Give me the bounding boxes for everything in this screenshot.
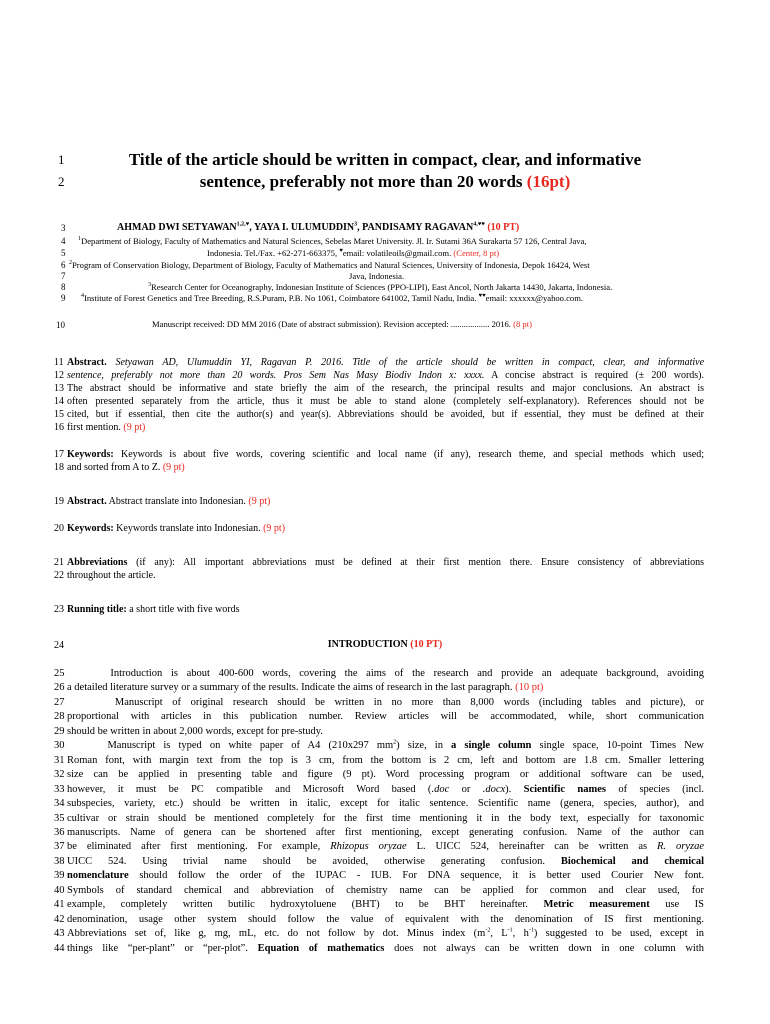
- line-number: 40: [54, 885, 65, 896]
- aff1-text: Department of Biology, Faculty of Mathematics and Natural Sciences, Sebelas Maret University. Jl. Ir. Sutami 36A Surakarta 57 126, Central Java,: [81, 236, 587, 246]
- abstract-line-1: [67, 356, 704, 369]
- body-note: (10 pt): [515, 682, 544, 693]
- body-text-line: cultivar or strain should be mentioned completely for the first time mentioning it in the body text, especially for taxonomic: [67, 813, 704, 824]
- abbreviations-label: Abbreviations: [67, 557, 128, 568]
- line-number: 21: [54, 557, 64, 568]
- line-number: 1: [58, 152, 65, 167]
- line-number: 39: [54, 870, 65, 881]
- section-heading-introduction: [0, 639, 770, 650]
- line-number: 20: [54, 523, 64, 534]
- line-number: 42: [54, 914, 65, 925]
- body-text-line: example, completely written butilic hydroxytoluene (BHT) to be BHT hereinafter. Metric measurement use IS: [67, 899, 705, 910]
- authors-size-note: (10 PT): [487, 222, 520, 233]
- line-number: 12: [54, 370, 64, 381]
- abstract-id-text: Abstract translate into Indonesian.: [106, 496, 246, 507]
- line-number: 32: [54, 769, 65, 780]
- line-number: 29: [54, 726, 65, 737]
- line-number: 3: [61, 223, 66, 233]
- line-number: 33: [54, 784, 65, 795]
- line-number: 7: [61, 271, 66, 281]
- line-number: 37: [54, 841, 65, 852]
- line-number: 44: [54, 943, 65, 954]
- line-number: 15: [54, 409, 64, 420]
- aff2-sup: 2: [69, 260, 72, 267]
- line-number: 18: [54, 462, 64, 473]
- keywords-id-label: Keywords:: [67, 523, 114, 534]
- aff4-text: Institute of Forest Genetics and Tree Breeding, R.S.Puram, P.B. No 1061, Coimbatore 641002, Tamil Nadu, India.: [84, 293, 479, 303]
- abstract-id-note: (9 pt): [248, 496, 271, 507]
- abbreviations-text: (if any): All important abbreviations must be defined at their first mention there. Ensure consistency of abbreviations: [127, 557, 704, 568]
- body-text-line: size can be applied in presenting table and figure (9 pt). Word processing program or additional software can be used,: [67, 769, 704, 780]
- affiliation-2-line-1: [69, 260, 590, 271]
- aff2-text: Program of Conservation Biology, Department of Biology, Faculty of Mathematics and Natural Sciences, University of Indonesia, Depok 16424, West: [72, 260, 590, 270]
- body-text-line: Manuscript of original research should be written in no more than 8,000 words (including tables and picture), or: [67, 697, 704, 708]
- author-3: , PANDISAMY RAGAVAN: [357, 222, 474, 233]
- title-text: sentence, preferably not more than 20 words: [199, 172, 523, 191]
- body-text-line: things like “per-plant” or “per-plot”. Equation of mathematics does not always can be written down in one column with: [67, 943, 704, 954]
- article-title-line-2: [0, 171, 770, 193]
- aff4-sup: 4: [81, 293, 84, 300]
- keywords-line-1: [67, 448, 704, 461]
- line-number: 24: [54, 640, 64, 651]
- body-text-line: Symbols of standard chemical and abbreviation of chemistry name can be applied for common and clear used, for: [67, 885, 704, 896]
- body-text-line: Roman font, with margin text from the top is 3 cm, from the bottom is 2 cm, left and bottom are 1.8 cm. Smaller lettering: [67, 755, 704, 766]
- running-title-text: a short title with five words: [126, 604, 240, 615]
- line-number: 17: [54, 449, 64, 460]
- body-text-line: be eliminated after first mentioning. For example, Rhizopus oryzae L. UICC 524, hereinafter can be written as R. oryzae: [67, 841, 704, 852]
- article-title-line-1: Title of the article should be written in compact, clear, and informative: [128, 150, 642, 169]
- abstract-text: A concise abstract is required (± 200 words).: [484, 370, 704, 381]
- abstract-citation-cont: sentence, preferably not more than 20 words. Pros Sem Nas Masy Biodiv Indon x: xxxx.: [67, 370, 485, 381]
- keywords-end: and sorted from A to Z.: [67, 462, 161, 473]
- abstract-note: (9 pt): [123, 422, 146, 433]
- affiliation-3: [148, 282, 612, 293]
- abbreviations-line-2: throughout the article.: [67, 570, 156, 581]
- manuscript-dates: [152, 319, 532, 330]
- manuscript-text: Manuscript received: DD MM 2016 (Date of abstract submission). Revision accepted: .................. 2016.: [152, 319, 511, 329]
- aff1-email-sup: ♥: [339, 248, 343, 255]
- authors: [117, 222, 519, 233]
- line-number: 9: [61, 293, 66, 303]
- keywords-line-2: [67, 461, 704, 474]
- line-number: 30: [54, 740, 65, 751]
- body-text-line: should be written in about 2,000 words, except for pre-study.: [67, 726, 323, 737]
- line-number: 13: [54, 383, 64, 394]
- heading-text: INTRODUCTION: [327, 639, 408, 650]
- abstract-citation: Setyawan AD, Ulumuddin YI, Ragavan P. 2016. Title of the article should be written in compact, clear, and informative: [115, 357, 705, 368]
- abstract-end: first mention.: [67, 422, 121, 433]
- title-size-note: (16pt): [526, 172, 571, 191]
- abstract-line-5: cited, but if essential, then cite the author(s) and year(s). Abbreviations should be avoided, but if essential, they must be defined at their: [67, 409, 704, 420]
- keywords-text: Keywords is about five words, covering scientific and local name (if any), research theme, and special methods which used;: [113, 449, 704, 460]
- body-text-line: manuscripts. Name of genera can be shortened after first mentioning, except generating confusion. Name of the author can: [67, 827, 704, 838]
- aff1-contact: Indonesia. Tel./Fax. +62-271-663375,: [207, 248, 340, 258]
- abstract-line-3: The abstract should be informative and state briefly the aim of the research, the principal results and major conclusions. An abstract is: [67, 383, 704, 394]
- abstract-line-2: [67, 369, 704, 382]
- line-number: 6: [61, 260, 66, 270]
- line-number: 36: [54, 827, 65, 838]
- aff4-email: email: xxxxxx@yahoo.com.: [485, 293, 584, 303]
- line-number: 38: [54, 856, 65, 867]
- line-number: 16: [54, 422, 64, 433]
- aff3-text: Research Center for Oceanography, Indonesian Institute of Sciences (PPO-LIPI), East Ancol, North Jakarta 14430, Jakarta, Indonesia.: [151, 282, 613, 292]
- abstract-indonesian: [67, 495, 704, 508]
- keywords-id-text: Keywords translate into Indonesian.: [113, 523, 261, 534]
- keywords-label: Keywords:: [67, 449, 114, 460]
- body-text-line: proportional with articles in this publication number. Review articles will be accommodated, while, short communication: [67, 711, 704, 722]
- line-number: 5: [61, 248, 66, 258]
- aff1-note: (Center, 8 pt): [453, 248, 500, 258]
- abstract-id-label: Abstract.: [67, 496, 107, 507]
- affiliation-2-line-2: Java, Indonesia.: [349, 271, 405, 281]
- line-number: 8: [61, 282, 66, 292]
- line-number: 41: [54, 899, 65, 910]
- author-2-sup: 3: [354, 221, 358, 228]
- line-number: 2: [58, 174, 65, 189]
- keywords-id-note: (9 pt): [263, 523, 286, 534]
- line-number: 27: [54, 697, 65, 708]
- line-number: 19: [54, 496, 64, 507]
- author-1: AHMAD DWI SETYAWAN: [117, 222, 237, 233]
- abstract-label: Abstract.: [67, 357, 107, 368]
- body-text-line: Manuscript is typed on white paper of A4 (210x297 $mm^2$) size, in a single column single space, 10-point Times New: [67, 739, 704, 751]
- abstract-line-6: [67, 421, 704, 434]
- line-number: 25: [54, 668, 65, 679]
- affiliation-4: [81, 293, 583, 304]
- line-number: 26: [54, 682, 65, 693]
- aff1-email: email: volatileoils@gmail.com.: [342, 248, 454, 258]
- aff4-email-sup: ♥♥: [478, 293, 486, 300]
- line-number: 23: [54, 604, 64, 615]
- body-text-line: however, it must be PC compatible and Microsoft Word based (.doc or .docx). Scientific names of species (incl.: [67, 784, 705, 795]
- line-number: 31: [54, 755, 65, 766]
- line-number: 4: [61, 236, 66, 246]
- body-text-line: a detailed literature survey or a summary of the results. Indicate the aims of research in the last paragraph. (10 pt): [67, 682, 544, 693]
- line-number: 14: [54, 396, 64, 407]
- abstract-line-4: often presented separately from the article, thus it must be able to stand alone (completely self-explanatory). References should not be: [67, 396, 704, 407]
- aff1-sup: 1: [78, 236, 81, 243]
- running-title-label: Running title:: [67, 604, 127, 615]
- aff3-sup: 3: [148, 282, 151, 289]
- line-number: 11: [54, 357, 64, 368]
- keywords-note: (9 pt): [162, 462, 185, 473]
- affiliation-1-line-1: [78, 236, 587, 247]
- body-text-line: Abbreviations set of, like g, mg, mL, etc. do not follow by dot. Minus index ($m^{-2}$, $L^{-1}$, $h^{-1}$) suggested to be used, except in: [67, 927, 705, 939]
- body-text-line: denomination, usage other system should follow the value of equivalent with the denomination of IS first mentioning.: [67, 914, 704, 925]
- author-3-sup: 4,♥♥: [473, 221, 485, 228]
- manuscript-note: (8 pt): [513, 319, 532, 329]
- body-text-line: Introduction is about 400-600 words, covering the aims of the research and provide an adequate background, avoiding: [67, 668, 704, 679]
- body-text-line: nomenclature should follow the order of the IUPAC - IUB. For DNA sequence, it is better used Courier New font.: [67, 870, 704, 881]
- line-number: 28: [54, 711, 65, 722]
- keywords-indonesian: [67, 522, 704, 535]
- author-1-sup: 1,2,♥: [236, 221, 250, 228]
- body-text-line: UICC 524. Using trivial name should be avoided, otherwise generating confusion. Biochemical and chemical: [67, 856, 704, 867]
- running-title: [67, 603, 704, 616]
- abbreviations-line-1: [67, 556, 704, 569]
- line-number: 22: [54, 570, 64, 581]
- author-2: , YAYA I. ULUMUDDIN: [249, 222, 355, 233]
- line-number: 10: [56, 320, 65, 330]
- affiliation-1-line-2: [207, 248, 499, 259]
- line-number: 34: [54, 798, 65, 809]
- line-number: 43: [54, 928, 65, 939]
- line-number: 35: [54, 813, 65, 824]
- heading-note: (10 PT): [410, 639, 443, 650]
- body-text-line: subspecies, variety, etc.) should be written in italic, except for italic sentence. Scientific name (genera, species, author), and: [67, 798, 704, 809]
